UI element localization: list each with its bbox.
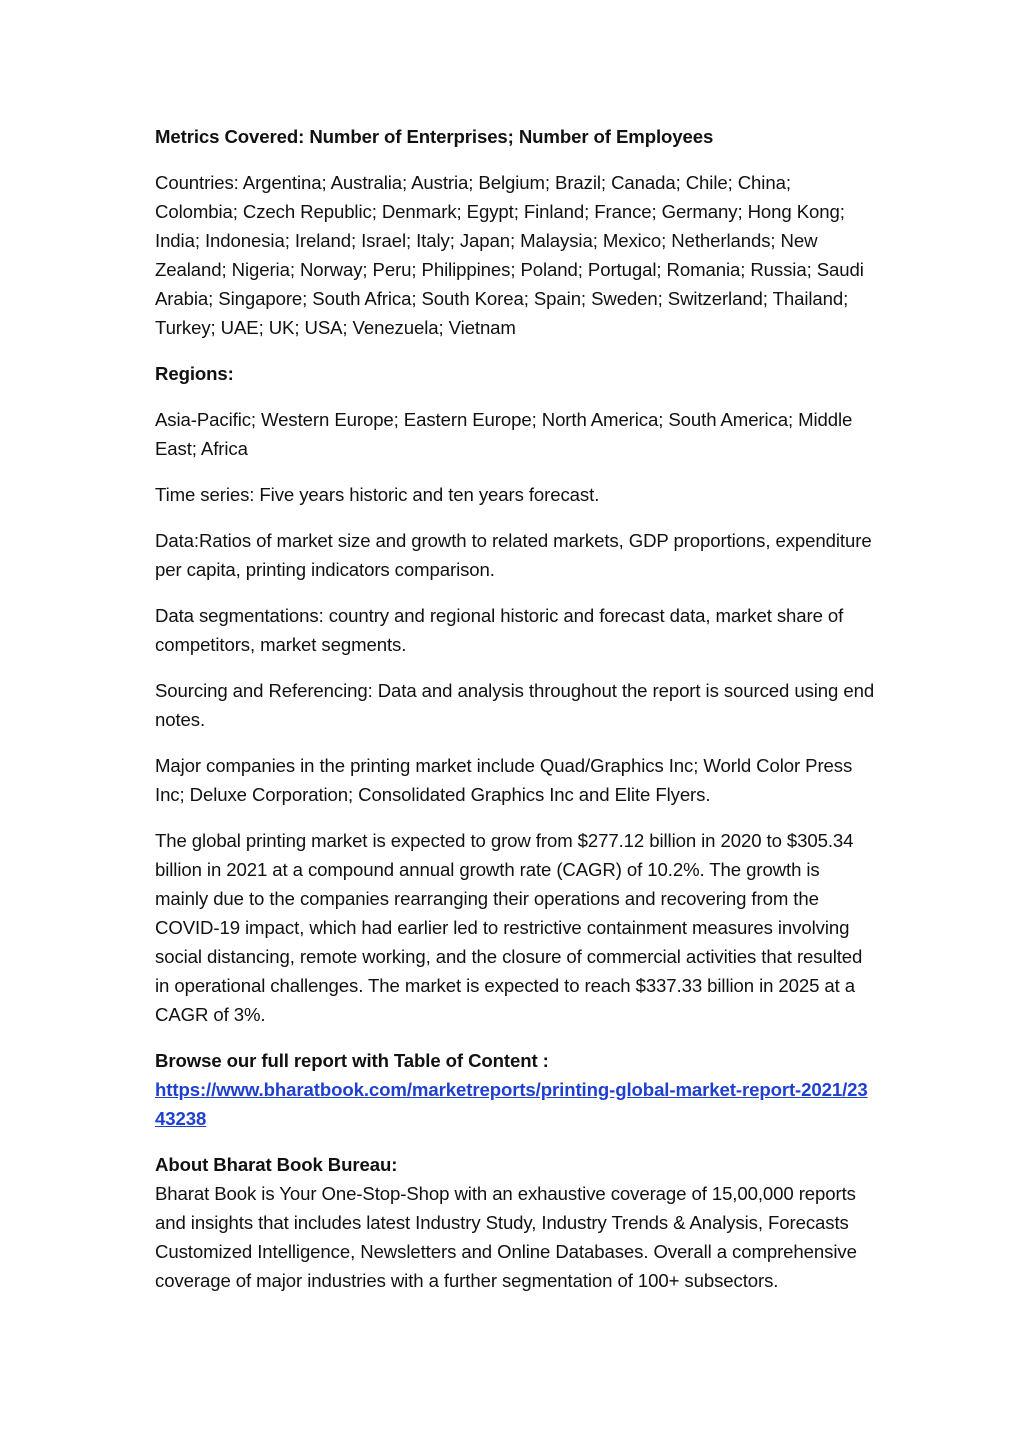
about-block bbox=[155, 1150, 875, 1295]
countries-list: Countries: Argentina; Australia; Austria; Belgium; Brazil; Canada; Chile; China; Colombia; Czech Republic; Denmark; Egypt; Finland; France; Germany; Hong Kong; India; Indonesia; Ireland; Israel; Italy; Japan; Malaysia; Mexico; Netherlands; New Zealand; Nigeria; Norway; Peru; Philippines; Poland; Portugal; Romania; Russia; Saudi Arabia; Singapore; South Africa; South Korea; Spain; Sweden; Switzerland; Thailand; Turkey; UAE; UK; USA; Venezuela; Vietnam bbox=[155, 172, 864, 338]
data-ratios: Data:Ratios of market size and growth to related markets, GDP proportions, expenditure per capita, printing indicators comparison. bbox=[155, 530, 872, 580]
document-page bbox=[155, 122, 875, 1312]
regions-heading: Regions: bbox=[155, 363, 234, 384]
metrics-covered: Metrics Covered: Number of Enterprises; Number of Employees bbox=[155, 126, 714, 147]
data-segmentations: Data segmentations: country and regional historic and forecast data, market share of competitors, market segments. bbox=[155, 605, 844, 655]
sourcing-referencing: Sourcing and Referencing: Data and analysis throughout the report is sourced using end notes. bbox=[155, 680, 875, 730]
about-text: Bharat Book is Your One-Stop-Shop with an exhaustive coverage of 15,00,000 reports and insights that includes latest Industry Study, Industry Trends & Analysis, Forecasts Customized Intelligence, Newsletters and Online Databases. Overall a comprehensive coverage of major industries with a further segmentation of 100+ subsectors. bbox=[155, 1183, 857, 1291]
major-companies: Major companies in the printing market include Quad/Graphics Inc; World Color Press Inc; Deluxe Corporation; Consolidated Graphics Inc and Elite Flyers. bbox=[155, 755, 853, 805]
market-summary: The global printing market is expected to grow from $277.12 billion in 2020 to $305.34 billion in 2021 at a compound annual growth rate (CAGR) of 10.2%. The growth is mainly due to the companies rearranging their operations and recovering from the COVID-19 impact, which had earlier led to restrictive containment measures involving social distancing, remote working, and the closure of commercial activities that resulted in operational challenges. The market is expected to reach $337.33 billion in 2025 at a CAGR of 3%. bbox=[155, 830, 863, 1025]
regions-list: Asia-Pacific; Western Europe; Eastern Europe; North America; South America; Middle East; Africa bbox=[155, 409, 853, 459]
browse-report-block bbox=[155, 1046, 875, 1133]
about-heading: About Bharat Book Bureau: bbox=[155, 1154, 398, 1175]
browse-label: Browse our full report with Table of Content : bbox=[155, 1050, 549, 1071]
time-series: Time series: Five years historic and ten years forecast. bbox=[155, 484, 600, 505]
report-link[interactable]: https://www.bharatbook.com/marketreports/printing-global-market-report-2021/2343238 bbox=[155, 1079, 868, 1129]
